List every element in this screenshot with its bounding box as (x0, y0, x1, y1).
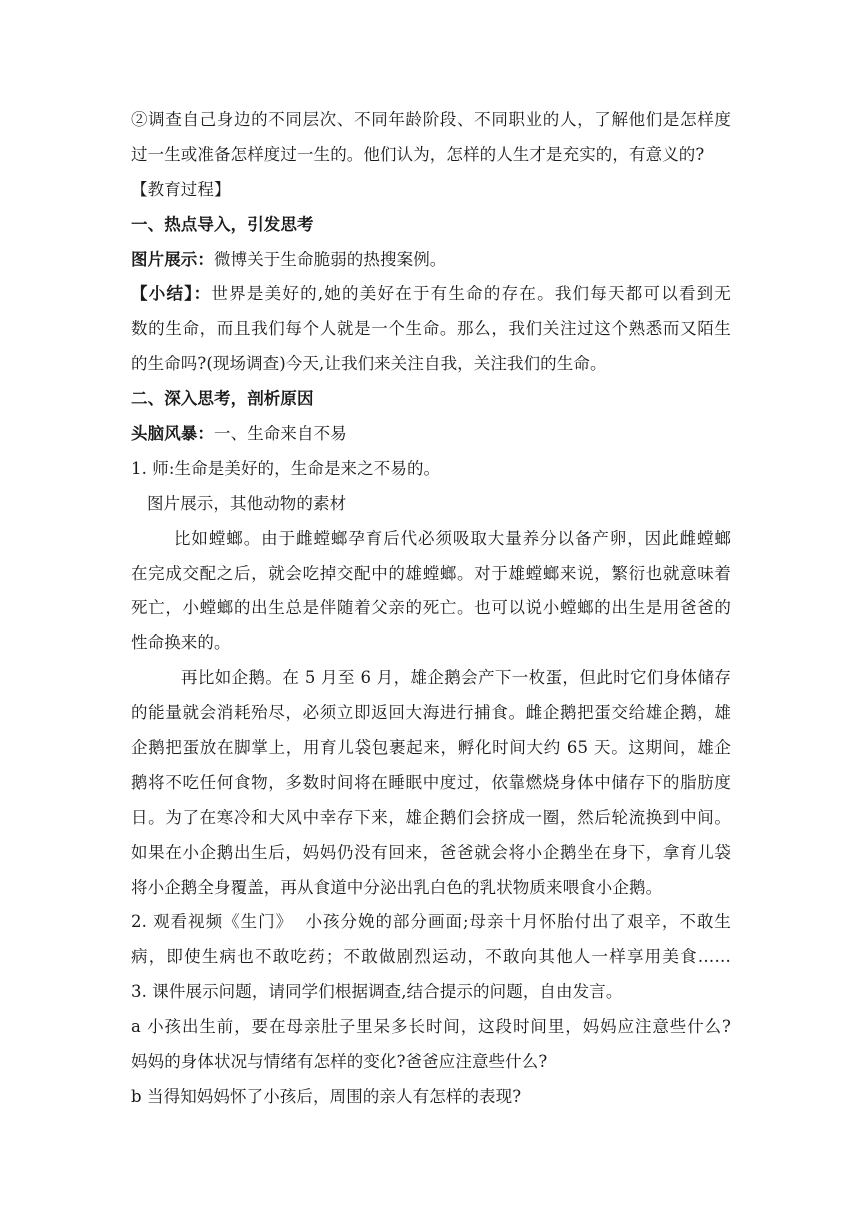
paragraph-line: 企鹅把蛋放在脚掌上，用育儿袋包裹起来，孵化时间大约 65 天。这期间，雄企 (131, 738, 731, 758)
paragraph-line: 数的生命，而且我们每个人就是一个生命。那么，我们关注过这个熟悉而又陌生 (131, 319, 731, 339)
paragraph-line: 比如螳螂。由于雌螳螂孕育后代必须吸取大量养分以备产卵，因此雌螳螂 (174, 528, 731, 548)
paragraph-line: 图片展示，其他动物的素材 (147, 493, 347, 513)
paragraph-line: 鹅将不吃任何食物，多数时间将在睡眠中度过，依靠燃烧身体中储存下的脂肪度 (131, 772, 731, 792)
question-item: b 当得知妈妈怀了小孩后，周围的亲人有怎样的表现? (131, 1086, 522, 1106)
inline-text: 一、生命来自不易 (214, 424, 347, 444)
paragraph-line: 性命换来的。 (131, 633, 231, 653)
paragraph-line: 日。为了在寒冷和大风中幸存下来，雄企鹅们会挤成一圈，然后轮流换到中间。 (131, 807, 731, 827)
paragraph-line: 病，即使生病也不敢吃药；不敢做剧烈运动，不敢向其他人一样享用美食…… (131, 947, 731, 967)
paragraph-line: 将小企鹅全身覆盖，再从食道中分泌出乳白色的乳状物质来喂食小企鹅。 (131, 877, 663, 897)
section-heading: 二、深入思考，剖析原因 (131, 389, 314, 409)
paragraph-line: 过一生或准备怎样度过一生的。他们认为，怎样的人生才是充实的，有意义的? (131, 144, 705, 164)
section-heading: 【教育过程】 (131, 179, 231, 199)
question-item: a 小孩出生前，要在母亲肚子里呆多长时间，这段时间里，妈妈应注意些什么? (131, 1017, 731, 1037)
paragraph-line (131, 277, 731, 312)
inline-label: 图片展示： (131, 249, 214, 269)
paragraph-line (131, 243, 731, 278)
inline-text: 微博关于生命脆弱的热搜案例。 (214, 249, 447, 269)
section-heading: 一、热点导入，引发思考 (131, 214, 314, 234)
paragraph-line: 妈妈的身体状况与情绪有怎样的变化?爸爸应注意些什么? (131, 1052, 548, 1072)
inline-label: 头脑风暴： (131, 424, 214, 444)
paragraph-line: 死亡，小螳螂的出生总是伴随着父亲的死亡。也可以说小螳螂的出生是用爸爸的 (131, 598, 731, 618)
inline-label: 【小结】： (131, 284, 212, 304)
list-item: 1. 师:生命是美好的，生命是来之不易的。 (131, 458, 441, 478)
paragraph-line: 再比如企鹅。在 5 月至 6 月，雄企鹅会产下一枚蛋，但此时它们身体储存 (181, 668, 731, 688)
paragraph-line: 的生命吗?(现场调查)今天,让我们来关注自我，关注我们的生命。 (131, 354, 607, 374)
list-item: 3. 课件展示问题，请同学们根据调查,结合提示的问题，自由发言。 (131, 982, 623, 1002)
paragraph-line: 的能量就会消耗殆尽，必须立即返回大海进行捕食。雌企鹅把蛋交给雄企鹅，雄 (131, 703, 731, 723)
paragraph-line: 如果在小企鹅出生后，妈妈仍没有回来，爸爸就会将小企鹅坐在身下，拿育儿袋 (131, 842, 731, 862)
paragraph-line (131, 417, 731, 452)
list-item: 2. 观看视频《生门》 小孩分娩的部分画面;母亲十月怀胎付出了艰辛，不敢生 (131, 912, 731, 932)
inline-text: 世界是美好的,她的美好在于有生命的存在。我们每天都可以看到无 (211, 284, 731, 304)
paragraph-line: ②调查自己身边的不同层次、不同年龄阶段、不同职业的人，了解他们是怎样度 (131, 110, 731, 129)
paragraph-line: 在完成交配之后，就会吃掉交配中的雄螳螂。对于雄螳螂来说，繁衍也就意味着 (131, 563, 731, 583)
document-page (131, 103, 731, 1115)
